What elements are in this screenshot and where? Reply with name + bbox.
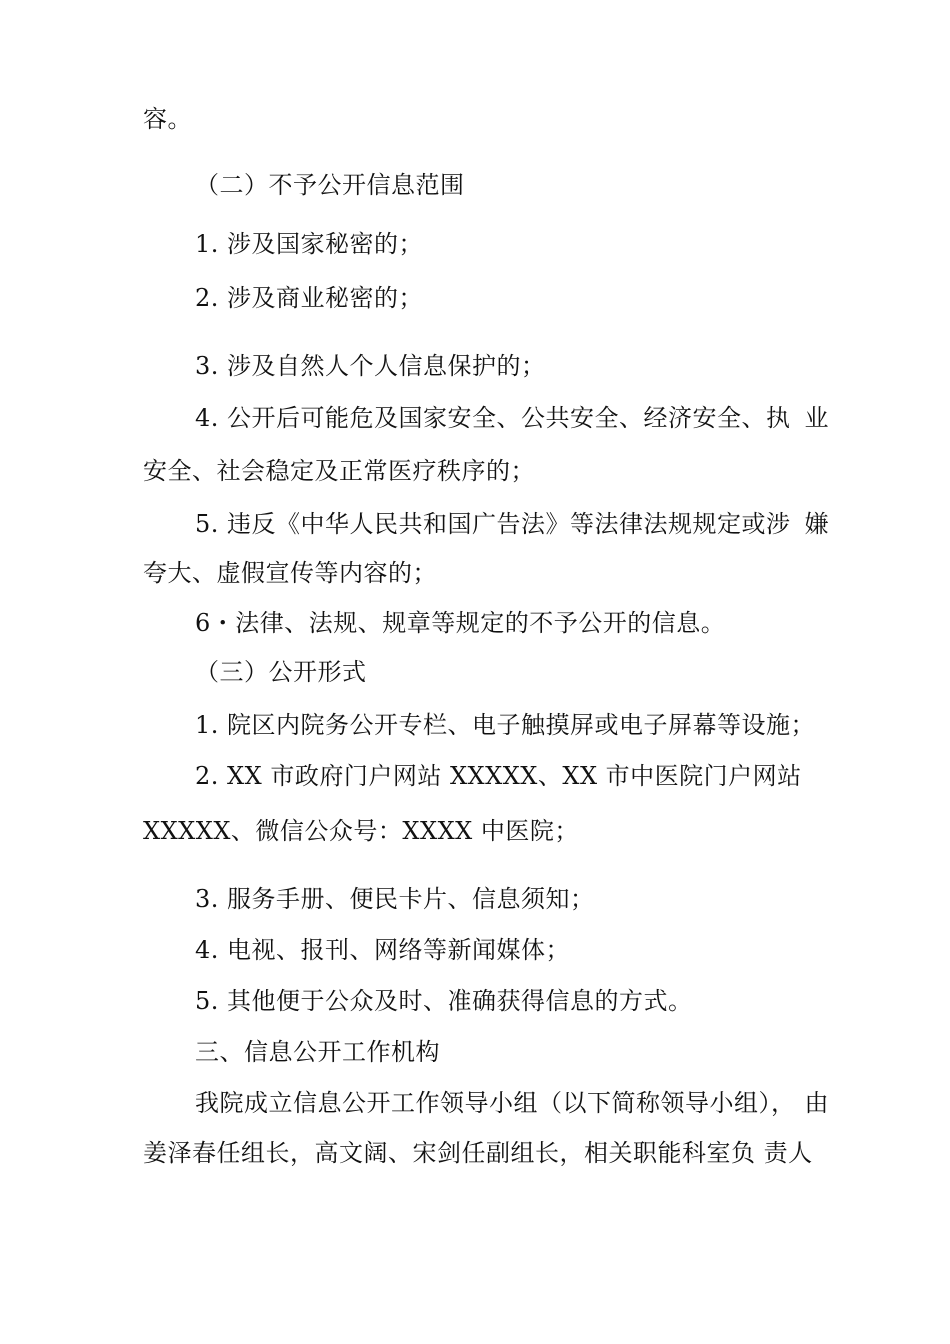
list-item-2: 2. 涉及商业秘密的； xyxy=(195,284,424,312)
form-item-4: 4. 电视、报刊、网络等新闻媒体； xyxy=(195,936,571,964)
list-item-5-text: 5. 违反《中华人民共和国广告法》等法律法规规定或涉 xyxy=(195,510,791,538)
list-item-4-line1 xyxy=(195,403,829,433)
section-heading-organization: 三、信息公开工作机构 xyxy=(195,1038,440,1066)
form-item-1: 1. 院区内院务公开专栏、电子触摸屏或电子屏幕等设施； xyxy=(195,711,816,739)
list-item-5-line1 xyxy=(195,509,829,539)
organization-paragraph-tail: 由 xyxy=(804,1089,829,1117)
section-heading-disclosure-form: （三）公开形式 xyxy=(195,658,367,686)
form-item-2-line2: XXXXX、微信公众号：XXXX 中医院； xyxy=(143,817,579,845)
list-item-3: 3. 涉及自然人个人信息保护的； xyxy=(195,352,546,380)
form-item-3: 3. 服务手册、便民卡片、信息须知； xyxy=(195,885,595,913)
organization-paragraph-line2: 姜泽春任组长，高文阔、宋剑任副组长，相关职能科室负 责人 xyxy=(143,1139,813,1167)
organization-paragraph-line1 xyxy=(195,1088,829,1118)
form-item-5: 5. 其他便于公众及时、准确获得信息的方式。 xyxy=(195,987,693,1015)
list-item-6: 6・法律、法规、规章等规定的不予公开的信息。 xyxy=(195,609,726,637)
organization-paragraph-text: 我院成立信息公开工作领导小组（以下简称领导小组）， xyxy=(195,1089,796,1117)
section-heading-not-disclosed: （二）不予公开信息范围 xyxy=(195,171,465,199)
list-item-4-tail: 业 xyxy=(804,404,829,432)
list-item-4-text: 4. 公开后可能危及国家安全、公共安全、经济安全、执 xyxy=(195,404,791,432)
list-item-4-line2: 安全、社会稳定及正常医疗秩序的； xyxy=(143,457,535,485)
list-item-5-tail: 嫌 xyxy=(804,510,829,538)
list-item-5-line2: 夸大、虚假宣传等内容的； xyxy=(143,559,437,587)
list-item-1: 1. 涉及国家秘密的； xyxy=(195,230,424,258)
paragraph-end-line: 容。 xyxy=(143,105,192,133)
form-item-2-line1: 2. XX 市政府门户网站 XXXXX、XX 市中医院门户网站 xyxy=(195,762,802,790)
